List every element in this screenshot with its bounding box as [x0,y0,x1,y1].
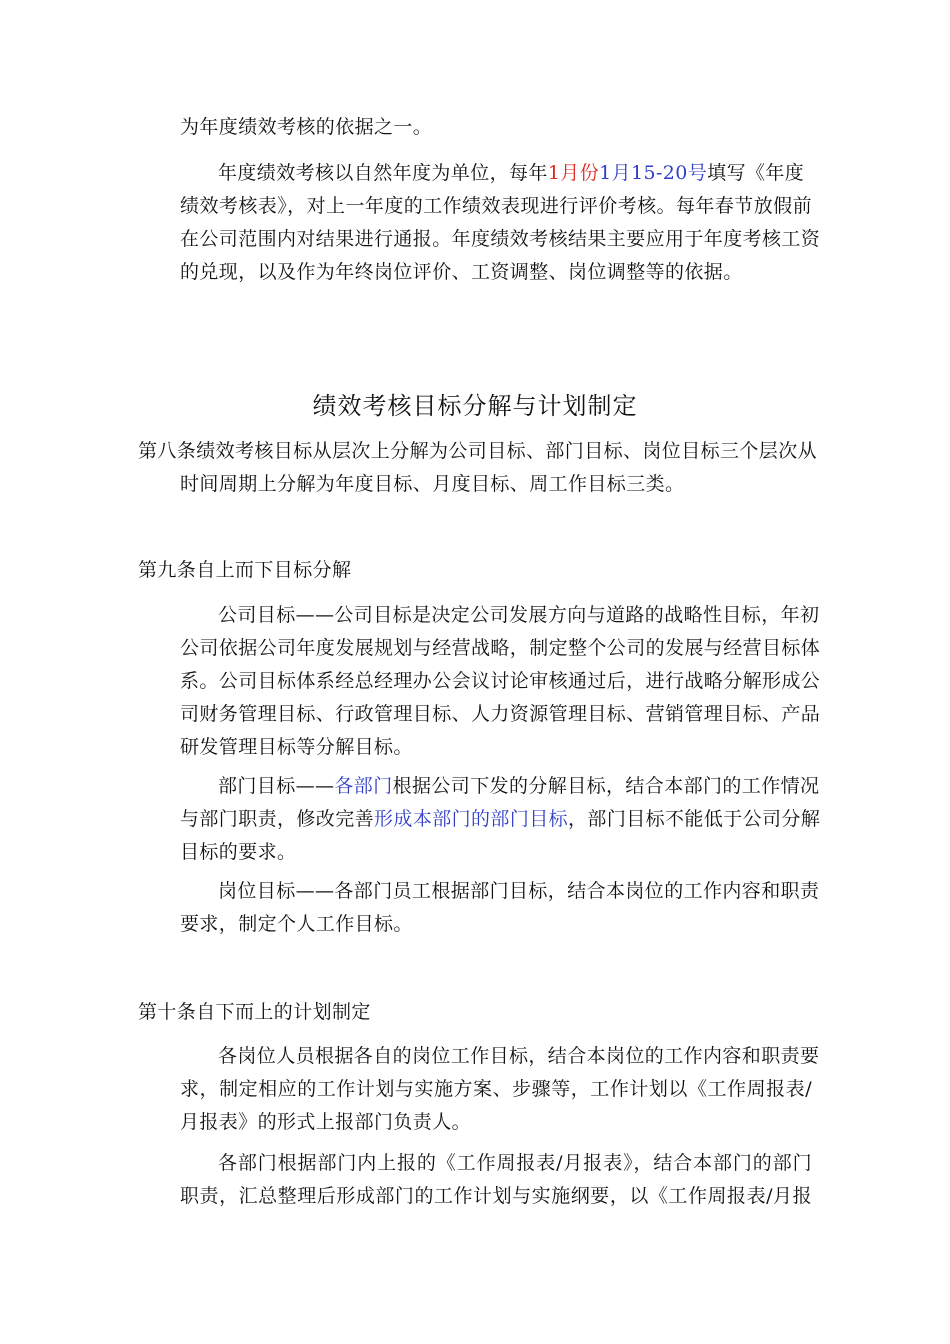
paragraph-line: 公司目标——公司目标是决定公司发展方向与道路的战略性目标，年初 [218,604,820,626]
paragraph-line: 要求，制定个人工作目标。 [180,913,413,935]
paragraph-line [218,160,804,186]
text-run: 部门目标—— [218,775,335,797]
paragraph-line: 研发管理目标等分解目标。 [180,736,413,758]
article-heading: 第九条自上而下目标分解 [138,559,352,581]
paragraph-line [180,806,821,832]
text-run: 与部门职责，修改完善 [180,808,375,830]
paragraph-line: 各岗位人员根据各自的岗位工作目标，结合本岗位的工作内容和职责要 [218,1045,820,1067]
text-run: 年度绩效考核以自然年度为单位，每年 [218,162,548,184]
paragraph-line: 在公司范围内对结果进行通报。年度绩效考核结果主要应用于年度考核工资 [180,228,821,250]
paragraph-line: 各部门根据部门内上报的《工作周报表/月报表》，结合本部门的部门 [218,1152,812,1174]
paragraph-line: 求，制定相应的工作计划与实施方案、步骤等，工作计划以《工作周报表/ [180,1078,812,1100]
paragraph-line: 绩效考核表》，对上一年度的工作绩效表现进行评价考核。每年春节放假前 [180,195,812,217]
highlight-blue-text: 形成本部门的部门目标 [374,808,569,830]
paragraph-line: 的兑现，以及作为年终岗位评价、工资调整、岗位调整等的依据。 [180,261,743,283]
paragraph-line: 司财务管理目标、行政管理目标、人力资源管理目标、营销管理目标、产品 [180,703,821,725]
highlight-red-text: 1月份 [547,162,600,184]
highlight-blue-text: 1月15-20号 [599,162,708,184]
article-heading: 第八条绩效考核目标从层次上分解为公司目标、部门目标、岗位目标三个层次从 [138,440,818,462]
paragraph-line [218,773,820,799]
section-title: 绩效考核目标分解与计划制定 [312,392,638,420]
paragraph-line: 岗位目标——各部门员工根据部门目标，结合本岗位的工作内容和职责 [218,880,820,902]
text-run: ，部门目标不能低于公司分解 [568,808,821,830]
paragraph-line: 目标的要求。 [180,841,297,863]
paragraph-line: 时间周期上分解为年度目标、月度目标、周工作目标三类。 [180,473,685,495]
paragraph-line: 职责，汇总整理后形成部门的工作计划与实施纲要，以《工作周报表/月报 [180,1185,812,1207]
highlight-blue-text: 各部门 [334,775,393,797]
paragraph-line: 月报表》的形式上报部门负责人。 [180,1111,472,1133]
paragraph-line: 系。公司目标体系经总经理办公会议讨论审核通过后，进行战略分解形成公 [180,670,821,692]
article-heading: 第十条自下而上的计划制定 [138,1001,371,1023]
text-run: 填写《年度 [707,162,805,184]
paragraph-line: 为年度绩效考核的依据之一。 [180,116,433,138]
paragraph-line: 公司依据公司年度发展规划与经营战略，制定整个公司的发展与经营目标体 [180,637,821,659]
text-run: 根据公司下发的分解目标，结合本部门的工作情况 [392,775,820,797]
